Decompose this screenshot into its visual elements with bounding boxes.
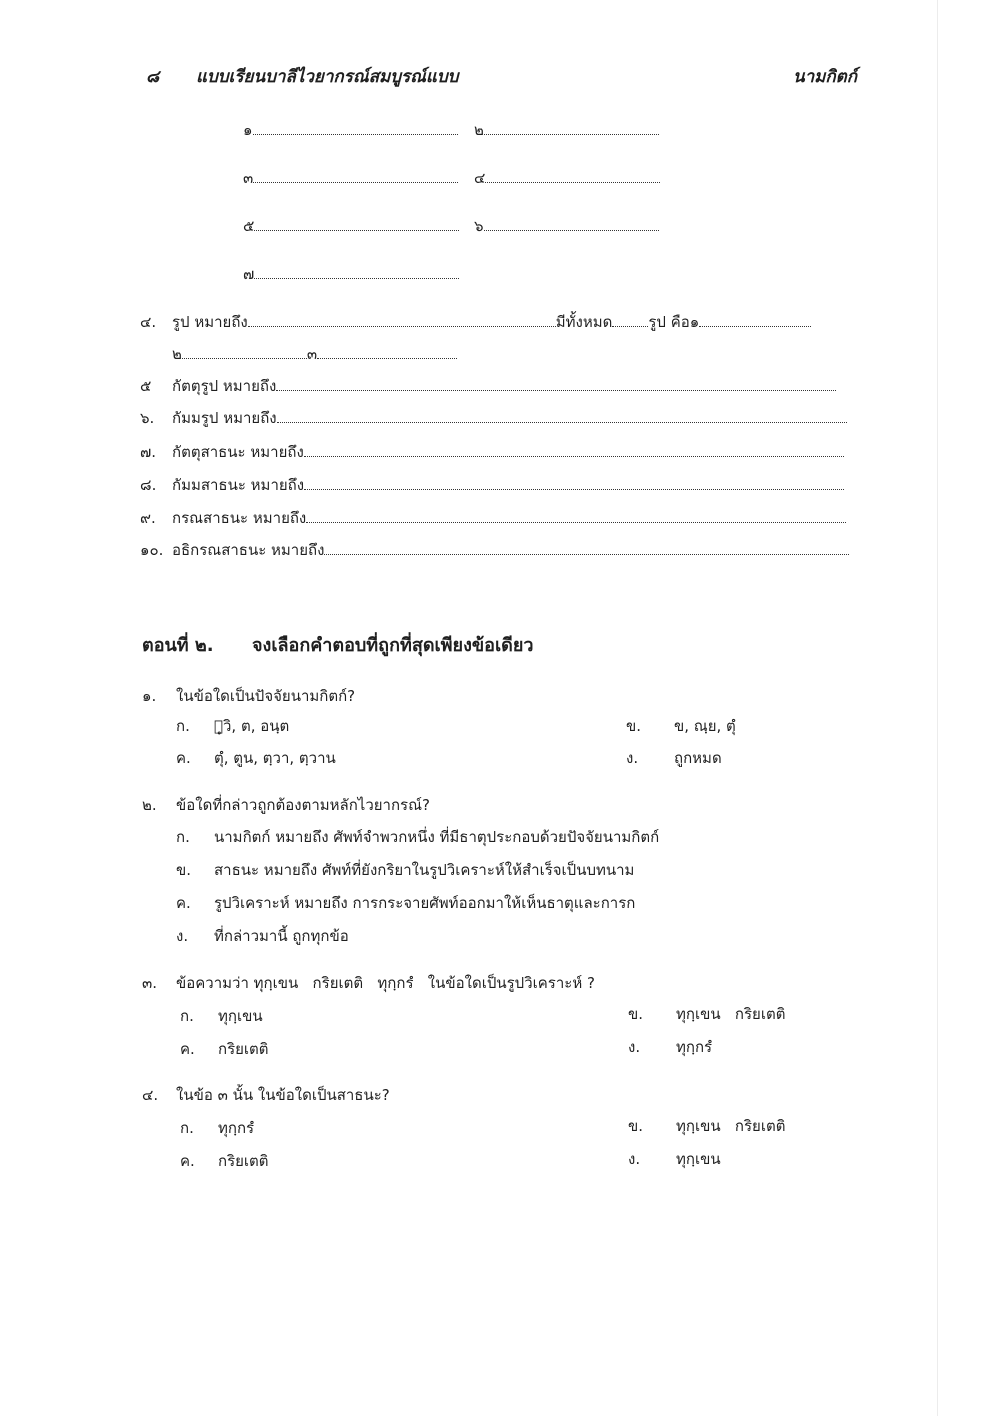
- blank-line[interactable]: [484, 216, 659, 231]
- option-text: รูปวิเคราะห์ หมายถึง การกระจายศัพท์ออกมาให้เห็นธาตุและการก: [214, 894, 636, 912]
- option-key: ง.: [176, 927, 189, 945]
- part1-item-7: [140, 440, 844, 464]
- blank-line[interactable]: [254, 264, 459, 279]
- option-text: นามกิตก์ หมายถึง ศัพท์จำพวกหนึ่ง ที่มีธาตุประกอบด้วยปัจจัยนามกิตก์: [214, 828, 660, 846]
- option-text: ตุํ, ตูน, ตฺวา, ตฺวาน: [214, 749, 336, 767]
- item-mid-label: มีทั้งหมด: [555, 313, 613, 331]
- q4-option-c[interactable]: [180, 1149, 269, 1173]
- part1-item-9: [140, 506, 846, 530]
- fill-row-1: [243, 118, 458, 142]
- fill-row-2: [474, 118, 659, 142]
- part1-item-5: [140, 374, 836, 398]
- option-text: ที่กล่าวมานี้ ถูกทุกข้อ: [214, 927, 349, 945]
- item-label: กรณสาธนะ หมายถึง: [172, 509, 307, 527]
- question-number: ๒.: [142, 796, 157, 814]
- blank-line[interactable]: [484, 120, 659, 135]
- blank-line[interactable]: [276, 376, 836, 391]
- blank-line[interactable]: [324, 540, 849, 555]
- q3-option-a[interactable]: [180, 1004, 263, 1028]
- q2-option-b[interactable]: [176, 858, 634, 882]
- q3-option-c[interactable]: [180, 1037, 269, 1061]
- page-number: ๘: [146, 67, 160, 87]
- q3-option-b[interactable]: [628, 1002, 785, 1026]
- part1-item-4-line2: [172, 342, 457, 366]
- blank-line[interactable]: [277, 408, 847, 423]
- part2-title: ตอนที่ ๒.: [142, 635, 214, 656]
- fill-num: ๑: [243, 121, 253, 139]
- option-key: ข.: [176, 861, 192, 879]
- item-number: ๔.: [140, 313, 157, 331]
- option-key: ง.: [628, 1150, 641, 1168]
- option-key: ก.: [180, 1007, 194, 1025]
- item-label: รูป หมายถึง: [172, 313, 248, 331]
- blank-line[interactable]: [253, 120, 458, 135]
- blank-line[interactable]: [612, 312, 648, 327]
- question-number: ๔.: [142, 1086, 159, 1104]
- option-key: ข.: [628, 1117, 644, 1135]
- item-label: กัตตุสาธนะ หมายถึง: [172, 443, 304, 461]
- page-edge: [937, 0, 938, 1416]
- option-text: ทุกฺเขน: [218, 1007, 263, 1025]
- question-4: [142, 1083, 390, 1107]
- question-text: ในข้อ ๓ นั้น ในข้อใดเป็นสาธนะ?: [176, 1086, 390, 1104]
- item-number: ๖.: [140, 409, 155, 427]
- question-number: ๓.: [142, 974, 158, 992]
- option-key: ค.: [180, 1040, 195, 1058]
- question-3: [142, 971, 595, 995]
- option-key: ง.: [626, 749, 639, 767]
- item-label: กัมมรูป หมายถึง: [172, 409, 277, 427]
- fill-num: ๗: [243, 265, 255, 283]
- fill-num: ๒: [172, 345, 182, 363]
- fill-num: ๓: [243, 169, 254, 187]
- option-key: ค.: [180, 1152, 195, 1170]
- fill-row-3: [243, 166, 458, 190]
- fill-num: ๓: [306, 345, 318, 363]
- item-number: ๕: [140, 377, 152, 395]
- q3-option-d[interactable]: [628, 1035, 712, 1059]
- part1-item-6: [140, 406, 847, 430]
- item-number: ๑๐.: [140, 541, 164, 559]
- item-number: ๗.: [140, 443, 157, 461]
- blank-line[interactable]: [317, 344, 457, 359]
- item-label: กัตตุรูป หมายถึง: [172, 377, 277, 395]
- blank-line[interactable]: [304, 475, 844, 490]
- q2-option-a[interactable]: [176, 825, 659, 849]
- blank-line[interactable]: [699, 312, 811, 327]
- chapter-title: นามกิตก์: [793, 67, 857, 87]
- q1-option-d[interactable]: [626, 746, 722, 770]
- part1-item-4: [140, 310, 811, 334]
- option-key: ก.: [176, 828, 190, 846]
- question-text: ในข้อใดเป็นปัจจัยนามกิตก์?: [176, 687, 356, 705]
- option-text: กริยเตติ: [218, 1152, 269, 1170]
- option-key: ง.: [628, 1038, 641, 1056]
- fill-num: ๕: [243, 217, 255, 235]
- blank-line[interactable]: [254, 216, 459, 231]
- item-number: ๘.: [140, 476, 157, 494]
- option-text: สาธนะ หมายถึง ศัพท์ที่ยังกริยาในรูปวิเคราะห์ให้สำเร็จเป็นบทนาม: [214, 861, 635, 879]
- question-text: ข้อความว่า ทุกฺเขน กริยเตติ ทุกฺกรํ ในข้อใดเป็นรูปวิเคราะห์ ?: [176, 974, 595, 992]
- fill-row-4: [474, 166, 660, 190]
- option-key: ข.: [626, 717, 642, 735]
- option-text: ทุกฺเขน กริยเตติ: [676, 1005, 786, 1023]
- fill-row-7: [243, 262, 459, 286]
- option-key: ข.: [628, 1005, 644, 1023]
- item-label: อธิกรณสาธนะ หมายถึง: [172, 541, 325, 559]
- blank-line[interactable]: [182, 344, 307, 359]
- question-text: ข้อใดที่กล่าวถูกต้องตามหลักไวยากรณ์?: [176, 796, 430, 814]
- option-key: ค.: [176, 894, 191, 912]
- item-mid2-label: รูป คือ๑: [648, 313, 700, 331]
- item-number: ๙.: [140, 509, 156, 527]
- fill-num: ๔: [474, 169, 486, 187]
- question-1: [142, 684, 355, 708]
- q1-option-a[interactable]: [176, 714, 289, 738]
- q4-option-b[interactable]: [628, 1114, 785, 1138]
- option-text: ก̥วิ, ต, อนฺต: [214, 717, 290, 735]
- q1-option-c[interactable]: [176, 746, 336, 770]
- item-label: กัมมสาธนะ หมายถึง: [172, 476, 305, 494]
- option-text: ถูกหมด: [674, 749, 722, 767]
- book-title: แบบเรียนบาลีไวยากรณ์สมบูรณ์แบบ: [196, 67, 459, 87]
- question-number: ๑.: [142, 687, 157, 705]
- blank-line[interactable]: [304, 442, 844, 457]
- q4-option-d[interactable]: [628, 1147, 721, 1171]
- option-key: ค.: [176, 749, 191, 767]
- option-text: กริยเตติ: [218, 1040, 269, 1058]
- option-key: ก.: [180, 1119, 194, 1137]
- option-key: ก.: [176, 717, 190, 735]
- part1-item-10: [140, 538, 849, 562]
- option-text: ทุกฺเขน กริยเตติ: [676, 1117, 786, 1135]
- option-text: ทุกฺเขน: [676, 1150, 721, 1168]
- q2-option-c[interactable]: [176, 891, 635, 915]
- fill-num: ๖: [474, 217, 484, 235]
- option-text: ทุกฺกรํ: [218, 1119, 255, 1137]
- fill-num: ๒: [474, 121, 484, 139]
- blank-line[interactable]: [248, 312, 556, 327]
- part2-instruction: จงเลือกคำตอบที่ถูกที่สุดเพียงข้อเดียว: [252, 635, 534, 656]
- q4-option-a[interactable]: [180, 1116, 254, 1140]
- part1-item-8: [140, 473, 844, 497]
- question-2: [142, 793, 430, 817]
- blank-line[interactable]: [253, 168, 458, 183]
- option-text: ข, ณฺย, ตุํ: [674, 717, 736, 735]
- blank-line[interactable]: [485, 168, 660, 183]
- option-text: ทุกฺกรํ: [676, 1038, 713, 1056]
- q2-option-d[interactable]: [176, 924, 349, 948]
- blank-line[interactable]: [306, 508, 846, 523]
- fill-row-5: [243, 214, 459, 238]
- fill-row-6: [474, 214, 659, 238]
- q1-option-b[interactable]: [626, 714, 736, 738]
